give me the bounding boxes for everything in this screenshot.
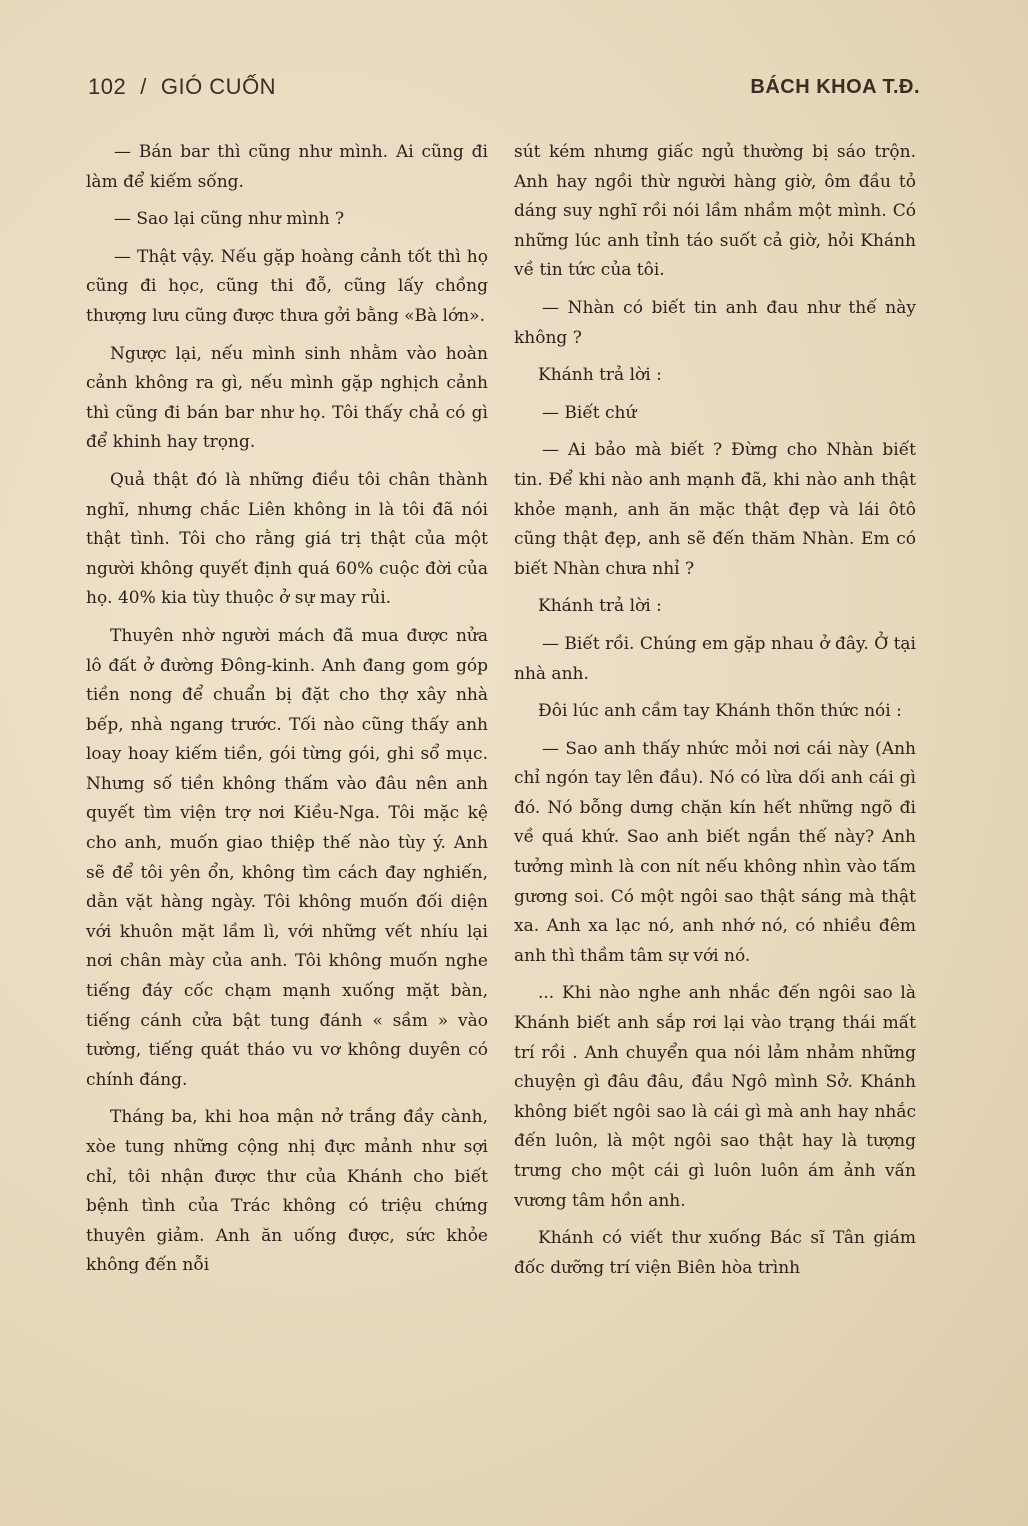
paragraph: Khánh trả lời :	[538, 365, 662, 386]
paragraph: Đôi lúc anh cầm tay Khánh thõn thức nói :	[538, 701, 902, 722]
right-column	[514, 138, 916, 1291]
paragraph: — Bán bar thì cũng như mình. Ai cũng đi làm để kiếm sống.	[86, 142, 488, 192]
paragraph: — Biết chứ	[542, 402, 637, 423]
paragraph: Khánh có viết thư xuống Bác sĩ Tân giám đốc dưỡng trí viện Biên hòa trình	[514, 1228, 916, 1278]
paragraph: Thuyên nhờ người mách đã mua được nửa lô đất ở đường Đông-kinh. Anh đang gom góp tiền nong để chuẩn bị đặt cho thợ xây nhà bếp, nhà ngang trước. Tối nào cũng thấy anh loay hoay kiếm tiền, gói từng gói, ghi sổ mục. Nhưng số tiền không thấm vào đâu nên anh quyết tìm viện trợ nơi Kiều-Nga. Tôi mặc kệ cho anh, muốn giao thiệp thế nào tùy ý. Anh sẽ để tôi yên ổn, không tìm cách đay nghiến, dằn vặt hàng ngày. Tôi không muốn đối diện với khuôn mặt lầm lì, với những vết nhíu lại nơi chân mày của anh. Tôi không muốn nghe tiếng đáy cốc chạm mạnh xuống mặt bàn, tiếng cánh cửa bật tung đánh « sầm » vào tường, tiếng quát tháo vu vơ không duyên có chính đáng.	[86, 625, 488, 1090]
paragraph: Quả thật đó là những điều tôi chân thành nghĩ, nhưng chắc Liên không in là tôi đã nói thật tình. Tôi cho rằng giá trị thật của một người không quyết định quá 60% cuộc đời của họ. 40% kia tùy thuộc ở sự may rủi.	[86, 469, 488, 609]
paragraph: — Sao lại cũng như mình ?	[114, 209, 345, 230]
paragraph: Khánh trả lời :	[538, 596, 662, 617]
section-title: GIÓ CUỐN	[160, 74, 277, 99]
paragraph: sút kém nhưng giấc ngủ thường bị sáo trộn. Anh hay ngồi thừ người hàng giờ, ôm đầu tỏ dáng suy nghĩ rồi nói lầm nhầm một mình. Có những lúc anh tỉnh táo suốt cả giờ, hỏi Khánh về tin tức của tôi.	[514, 142, 916, 281]
paragraph: — Thật vậy. Nếu gặp hoàng cảnh tốt thì họ cũng đi học, cũng thi đỗ, cũng lấy chồng thượng lưu cũng được thưa gởi bằng «Bà lớn».	[86, 246, 488, 326]
paragraph: Ngược lại, nếu mình sinh nhằm vào hoàn cảnh không ra gì, nếu mình gặp nghịch cảnh thì cũng đi bán bar như họ. Tôi thấy chả có gì để khinh hay trọng.	[86, 343, 488, 453]
page-number: 102	[88, 74, 127, 99]
header-left	[88, 74, 276, 100]
paragraph: — Biết rồi. Chúng em gặp nhau ở đây. Ở tại nhà anh.	[514, 633, 916, 684]
publication-title: BÁCH KHOA T.Đ.	[750, 76, 920, 98]
header-separator: /	[140, 74, 147, 99]
paragraph: — Sao anh thấy nhức mỏi nơi cái này (Anh chỉ ngón tay lên đầu). Nó có lừa dối anh cái gì đó. Nó bỗng dưng chặn kín hết những ngõ đi về quá khứ. Sao anh biết ngắn thế này? Anh tưởng mình là con nít nếu không nhìn vào tấm gương soi. Có một ngôi sao thật sáng mà thật xa. Anh xa lạc nó, anh nhớ nó, có nhiều đêm anh thì thầm tâm sự với nó.	[514, 738, 916, 966]
running-header	[88, 74, 920, 104]
paragraph: — Nhàn có biết tin anh đau như thế này không ?	[514, 297, 916, 348]
left-column	[86, 138, 488, 1289]
paragraph: ... Khi nào nghe anh nhắc đến ngôi sao là Khánh biết anh sắp rơi lại vào trạng thái mất trí rồi . Anh chuyển qua nói lảm nhảm những chuyện gì đâu đâu, đầu Ngô mình Sở. Khánh không biết ngôi sao là cái gì mà anh hay nhắc đến luôn, là một ngôi sao thật hay là tượng trưng cho một cái gì luôn luôn ám ảnh vấn vương tâm hồn anh.	[514, 983, 916, 1211]
paragraph: — Ai bảo mà biết ? Đừng cho Nhàn biết tin. Để khi nào anh mạnh đã, khi nào anh thật khỏe mạnh, anh ăn mặc thật đẹp và lái ôtô cũng thật đẹp, anh sẽ đến thăm Nhàn. Em có biết Nhàn chưa nhỉ ?	[514, 440, 916, 579]
paragraph: Tháng ba, khi hoa mận nở trắng đầy cành, xòe tung những cộng nhị đực mảnh như sợi chỉ, tôi nhận được thư của Khánh cho biết bệnh tình của Trác không có triệu chứng thuyên giảm. Anh ăn uống được, sức khỏe không đến nỗi	[86, 1107, 488, 1276]
